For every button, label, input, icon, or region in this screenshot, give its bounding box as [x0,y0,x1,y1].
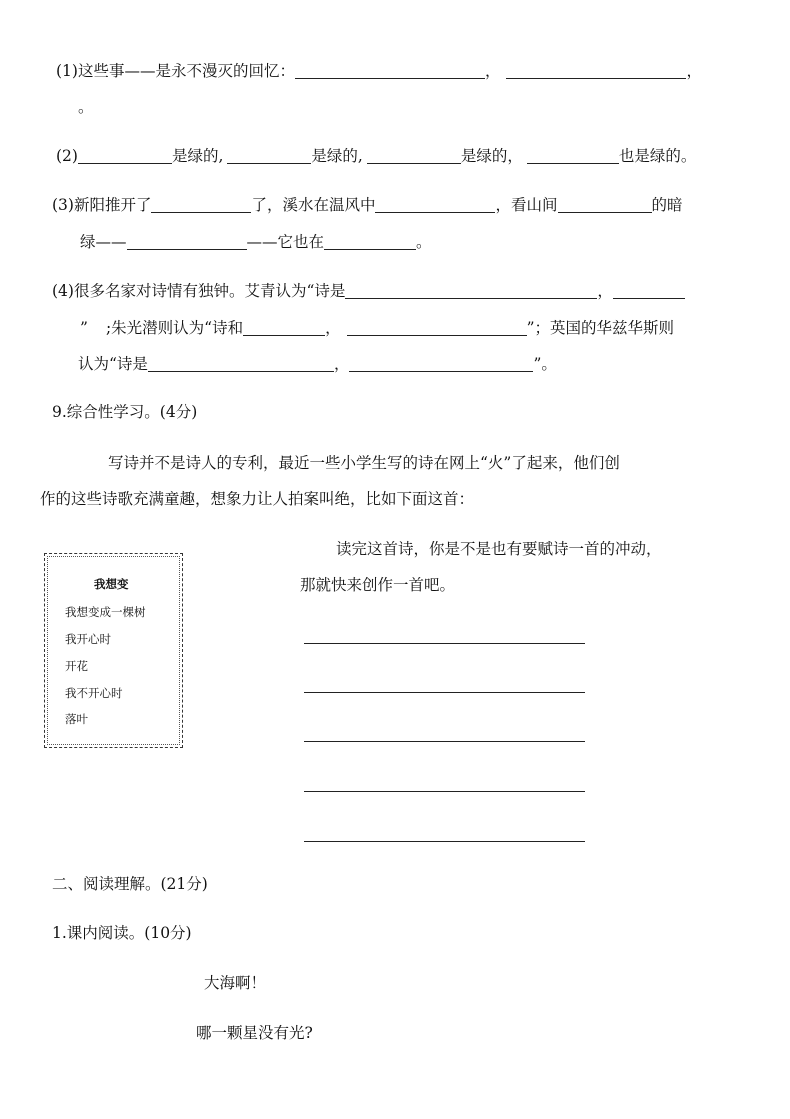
poem-verse: 哪一颗星没有光? [196,1024,313,1042]
question-text: 了，溪水在温风中 [251,196,376,214]
question-line-4c [78,353,557,375]
question-text: (1)这些事——是永不漫灭的回忆： [56,62,295,80]
question-text: 也是绿的。 [618,147,697,165]
punctuation: ” [80,319,88,337]
poem-line: 我不开心时 [65,686,123,700]
punctuation: ， [484,62,501,80]
answer-blank[interactable] [527,147,619,164]
answer-blank[interactable] [78,147,172,164]
question-text: 是绿的， [460,147,523,165]
prompt-line: 那就快来创作一首吧。 [300,576,456,594]
question-line-1 [56,60,702,82]
section-heading: 9.综合性学习。(4分) [52,403,198,421]
answer-blank[interactable] [347,319,527,336]
punctuation: 。 [416,233,432,251]
answer-blank[interactable] [295,62,485,79]
answer-blank[interactable] [345,282,597,299]
paragraph-line: 写诗并不是诗人的专利，最近一些小学生写的诗在网上“火”了起来，他们创 [108,454,620,472]
question-text: 绿—— [80,233,127,251]
question-line-4b [80,317,674,339]
question-text: ，看山间 [495,196,558,214]
answer-blank[interactable] [349,355,533,372]
poem-title: 我想变 [94,577,129,591]
poem-box [44,553,183,748]
poem-line: 我开心时 [65,632,111,646]
punctuation: ， [597,282,613,300]
writing-line[interactable] [304,741,585,742]
question-text: (3)新阳推开了 [52,196,152,214]
poem-line: 我想变成一棵树 [65,605,146,619]
answer-blank[interactable] [227,147,311,164]
part-heading: 二、阅读理解。(21分) [52,875,208,893]
poem-line: 开花 [65,659,88,673]
answer-blank[interactable] [367,147,461,164]
question-text: 认为“诗是 [78,355,148,373]
poem-line: 落叶 [65,712,88,726]
question-line-4 [52,280,685,302]
writing-line[interactable] [304,791,585,792]
sub-heading: 1.课内阅读。(10分) [52,924,192,942]
paragraph-line: 作的这些诗歌充满童趣，想象力让人拍案叫绝，比如下面这首： [40,490,475,508]
question-text: 是绿的, [311,147,363,165]
punctuation: ， [686,62,702,80]
answer-blank[interactable] [70,99,78,115]
question-text: ——它也在 [246,233,325,251]
punctuation: ”。 [533,355,557,373]
answer-blank[interactable] [127,233,247,250]
answer-blank[interactable] [151,196,251,213]
prompt-line: 读完这首诗，你是不是也有要赋诗一首的冲动， [336,540,662,558]
answer-blank[interactable] [558,196,652,213]
question-number: (2) [56,147,78,165]
question-text: ;朱光潜则认为“诗和 [105,319,244,337]
answer-blank[interactable] [243,319,325,336]
answer-blank[interactable] [324,233,416,250]
punctuation: ， [333,355,350,373]
answer-blank[interactable] [613,282,685,299]
answer-blank[interactable] [148,355,334,372]
punctuation: 。 [78,98,94,116]
punctuation: ， [325,319,341,337]
question-text: 的暗 [651,196,683,214]
writing-line[interactable] [304,841,585,842]
poem-verse: 大海啊！ [204,974,267,992]
question-text: (4)很多名家对诗情有独钟。艾青认为“诗是 [52,282,346,300]
question-line-3 [52,194,683,216]
question-line-1b [70,96,94,118]
writing-line[interactable] [304,692,585,693]
question-line-3b [80,231,432,253]
answer-blank[interactable] [506,62,686,79]
question-text: ”；英国的华兹华斯则 [526,319,675,337]
answer-blank[interactable] [375,196,495,213]
question-line-2 [56,145,696,167]
writing-line[interactable] [304,643,585,644]
question-text: 是绿的, [171,147,224,165]
